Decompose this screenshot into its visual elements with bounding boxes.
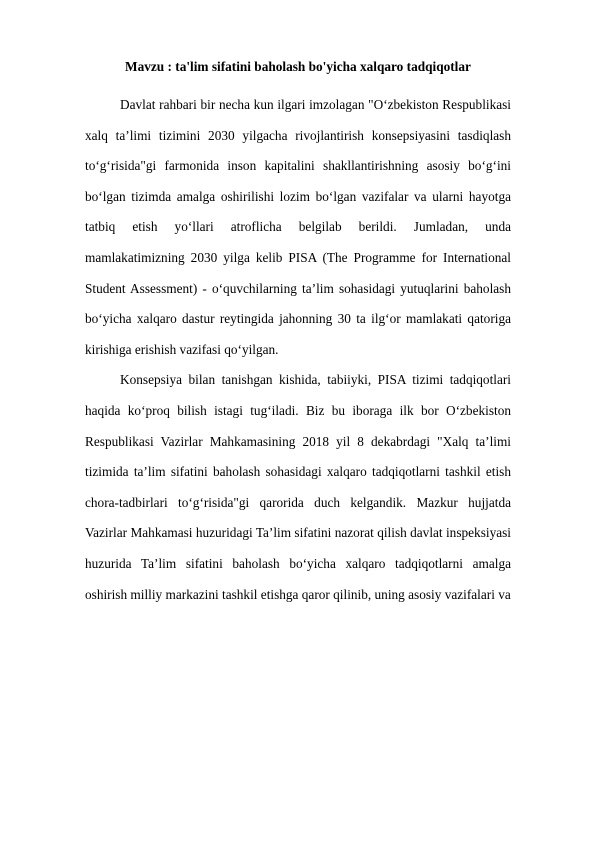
paragraph-1-text: Davlat rahbari bir necha kun ilgari imzolagan "O‘zbekiston Respublikasi xalq ta’limi tizimini 2030 yilgacha rivojlantirish konsepsiyasini tasdiqlash to‘g‘risida"gi farmonida inson kapitalini shakllantirishning asosiy bo‘g‘ini bo‘lgan tizimda amalga oshirilishi lozim bo‘lgan vazifalar va ularni hayotga tatbiq etish yo‘llari atroflicha belgilab berildi. Jumladan, unda mamlakatimizning 2030 yilga kelib PISA (The Programme for International Student Assessment) - o‘quvchilarning ta’lim sohasidagi yutuqlarini baholash bo‘yicha xalqaro dastur reytingida jahonning 30 ta ilg‘or mamlakati qatoriga kirishiga erishish vazifasi qo‘yilgan. [85,97,511,357]
document-page [85,58,511,610]
document-title: Mavzu : ta'lim sifatini baholash bo'yicha xalqaro tadqiqotlar [125,59,471,74]
paragraph-2-text: Konsepsiya bilan tanishgan kishida, tabiiyki, PISA tizimi tadqiqotlari haqida ko‘proq bilish istagi tug‘iladi. Biz bu iboraga ilk bor O‘zbekiston Respublikasi Vazirlar Mahkamasining 2018 yil 8 dekabrdagi "Xalq ta’limi tizimida ta’lim sifatini baholash sohasidagi xalqaro tadqiqotlarni tashkil etish chora-tadbirlari to‘g‘risida"gi qarorida duch kelgandik. Mazkur hujjatda Vazirlar Mahkamasi huzuridagi Ta’lim sifatini nazorat qilish davlat inspeksiyasi huzurida Ta’lim sifatini baholash bo‘yicha xalqaro tadqiqotlarni amalga oshirish milliy markazini tashkil etishga qaror qilinib, uning asosiy vazifalari va [85,372,511,602]
paragraph-1 [85,90,511,365]
paragraph-2 [85,365,511,610]
